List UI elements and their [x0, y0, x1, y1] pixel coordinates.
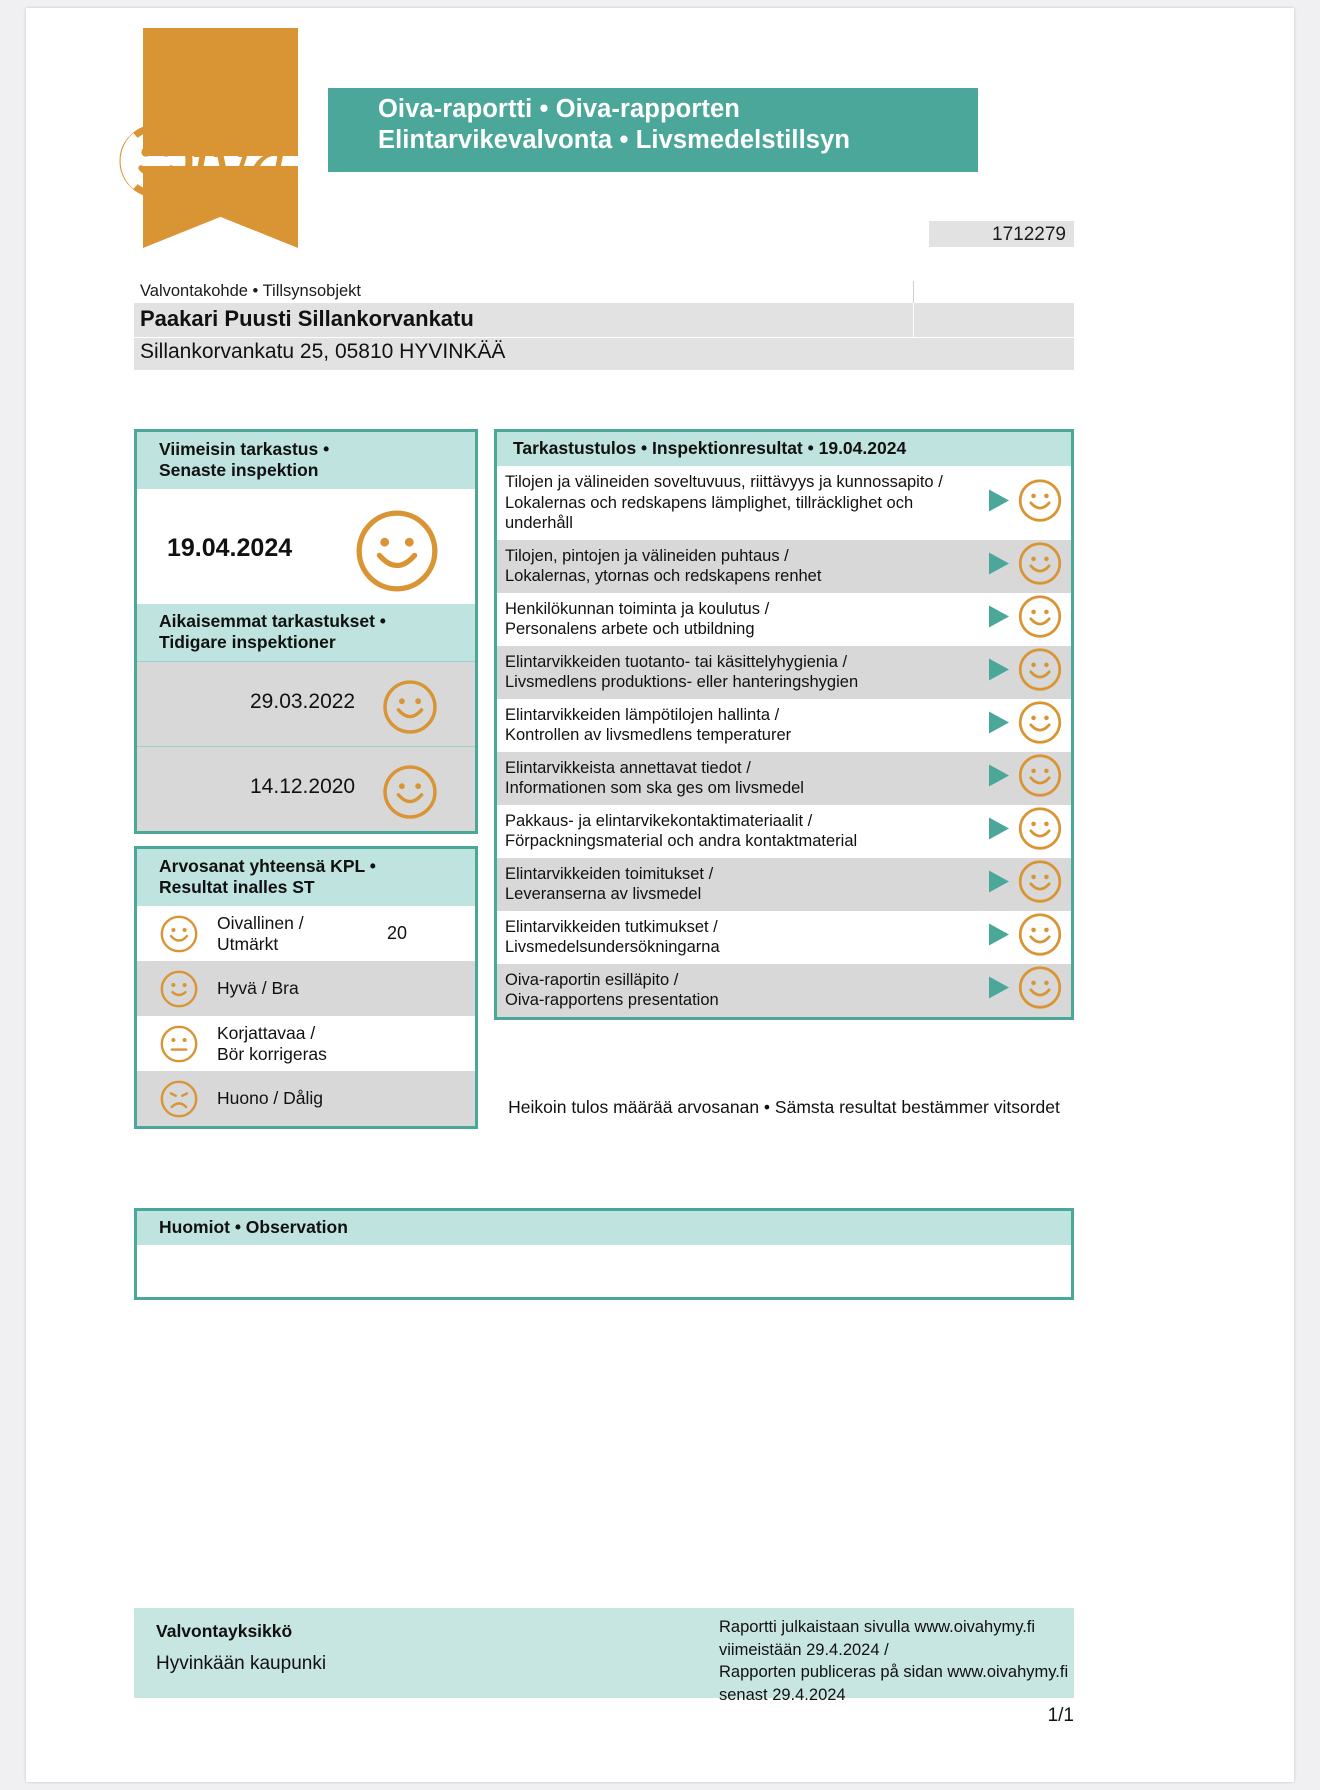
grades-band-line2: Resultat inalles ST: [159, 877, 315, 897]
grade-label-line1: Oivallinen /: [217, 913, 304, 933]
result-grade-smiley-excellent: [1017, 859, 1063, 910]
expand-arrow-icon[interactable]: [983, 867, 1013, 902]
grade-row-bad: [137, 1071, 475, 1126]
result-row: [497, 858, 1071, 911]
grade-smiley-good: [159, 969, 199, 1014]
inspections-panel: [134, 429, 478, 834]
report-title-line1: Oiva-raportti • Oiva-rapporten: [378, 95, 740, 123]
latest-inspection-row: [137, 489, 475, 604]
previous-grade-smiley-excellent: [381, 678, 439, 741]
result-text-sv: Lokalernas, ytornas och redskapens renhet: [505, 567, 822, 585]
grade-row-neutral: [137, 1016, 475, 1071]
result-text: [505, 970, 979, 1011]
results-heading: Tarkastustulos • Inspektionresultat • 19.04.2024: [497, 432, 1071, 466]
expand-arrow-icon[interactable]: [983, 973, 1013, 1008]
publication-notice: [719, 1616, 1069, 1706]
report-title-line2: Elintarvikevalvonta • Livsmedelstillsyn: [378, 126, 851, 154]
result-text-fi: Tilojen, pintojen ja välineiden puhtaus /: [505, 546, 789, 565]
result-text: [505, 811, 979, 852]
result-text-sv: Livsmedelsundersökningarna: [505, 938, 720, 956]
previous-band-line2: Tidigare inspektioner: [159, 632, 336, 652]
result-text: [505, 472, 979, 534]
object-divider: [913, 281, 914, 303]
result-text-sv: Informationen som ska ges om livsmedel: [505, 779, 804, 797]
grades-band: [137, 849, 475, 906]
result-text-sv: Lokalernas och redskapens lämplighet, tillräcklighet och underhåll: [505, 493, 914, 532]
result-text-sv: Förpackningsmaterial och andra kontaktmaterial: [505, 832, 858, 850]
result-row: [497, 540, 1071, 593]
object-name: Paakari Puusti Sillankorvankatu: [140, 306, 474, 331]
inspection-object-box: [134, 281, 1074, 363]
supervision-unit-label: Valvontayksikkö: [156, 1621, 293, 1641]
report-header: [26, 8, 1294, 278]
object-address-row: [134, 338, 1074, 370]
svg-text:iva: iva: [190, 127, 288, 204]
result-row: [497, 911, 1071, 964]
result-text-sv: Oiva-rapportens presentation: [505, 991, 719, 1009]
result-text-fi: Tilojen ja välineiden soveltuvuus, riittävyys ja kunnossapito /: [505, 473, 943, 491]
grades-legend-panel: [134, 846, 478, 1129]
grade-label-line1: Korjattavaa /: [217, 1023, 316, 1043]
grade-row-good: [137, 961, 475, 1016]
result-text: [505, 705, 979, 746]
latest-band-line1: Viimeisin tarkastus •: [159, 439, 330, 459]
previous-inspection-row: [137, 746, 475, 831]
result-grade-smiley-excellent: [1017, 700, 1063, 751]
object-name-row: [134, 303, 1074, 337]
results-rows: [497, 466, 1071, 1017]
result-text: [505, 917, 979, 958]
previous-inspection-date: 29.03.2022: [250, 690, 356, 713]
result-text-fi: Elintarvikkeiden tutkimukset /: [505, 917, 718, 936]
grade-smiley-bad: [159, 1079, 199, 1124]
publication-line3: Rapporten publiceras på sidan www.oivahymy.fi: [719, 1663, 1069, 1681]
result-grade-smiley-excellent: [1017, 594, 1063, 645]
result-grade-smiley-excellent: [1017, 477, 1063, 528]
report-number: 1712279: [929, 221, 1074, 247]
grade-row-excellent: [137, 906, 475, 961]
page-number: 1/1: [1047, 1705, 1074, 1726]
result-grade-smiley-excellent: [1017, 912, 1063, 963]
grade-label-excellent: [217, 913, 304, 955]
result-text-fi: Pakkaus- ja elintarvikekontaktimateriaalit /: [505, 811, 813, 830]
publication-line1: Raportti julkaistaan sivulla www.oivahymy.fi: [719, 1618, 1036, 1636]
grade-label-bad: Huono / Dålig: [217, 1088, 324, 1108]
previous-grade-smiley-excellent: [381, 763, 439, 826]
result-text: [505, 599, 979, 640]
expand-arrow-icon[interactable]: [983, 655, 1013, 690]
result-text-fi: Elintarvikkeista annettavat tiedot /: [505, 758, 751, 777]
latest-band-line2: Senaste inspektion: [159, 460, 319, 480]
expand-arrow-icon[interactable]: [983, 920, 1013, 955]
latest-grade-smiley-excellent: [353, 507, 441, 600]
result-row: [497, 646, 1071, 699]
result-text-fi: Elintarvikkeiden tuotanto- tai käsittelyhygienia /: [505, 652, 848, 671]
observation-heading: Huomiot • Observation: [137, 1211, 1071, 1245]
object-address: Sillankorvankatu 25, 05810 HYVINKÄÄ: [140, 340, 506, 363]
previous-inspection-row: [137, 661, 475, 746]
result-row: [497, 964, 1071, 1017]
expand-arrow-icon[interactable]: [983, 814, 1013, 849]
logo-wordmark: [106, 116, 316, 206]
result-grade-smiley-excellent: [1017, 965, 1063, 1016]
grade-label-neutral: [217, 1023, 327, 1065]
latest-inspection-date: 19.04.2024: [167, 534, 293, 562]
left-column: [134, 429, 478, 1129]
grade-label-good: Hyvä / Bra: [217, 978, 299, 998]
result-row: [497, 466, 1071, 540]
report-title: [328, 88, 978, 172]
expand-arrow-icon[interactable]: [983, 549, 1013, 584]
previous-band-line1: Aikaisemmat tarkastukset •: [159, 611, 386, 631]
results-note: Heikoin tulos määrää arvosanan • Sämsta resultat bestämmer vitsordet: [508, 1097, 1060, 1117]
expand-arrow-icon[interactable]: [983, 485, 1013, 520]
report-page: [26, 8, 1294, 1782]
report-footer: [134, 1608, 1074, 1704]
result-text-sv: Kontrollen av livsmedlens temperaturer: [505, 726, 792, 744]
result-text-sv: Leveranserna av livsmedel: [505, 885, 702, 903]
result-text: [505, 758, 979, 799]
result-grade-smiley-excellent: [1017, 541, 1063, 592]
result-text-fi: Oiva-raportin esilläpito /: [505, 970, 679, 989]
result-text-sv: Personalens arbete och utbildning: [505, 620, 755, 638]
publication-line4: senast 29.4.2024: [719, 1685, 846, 1704]
result-text: [505, 652, 979, 693]
expand-arrow-icon[interactable]: [983, 708, 1013, 743]
grade-count-excellent: 20: [387, 923, 408, 943]
publication-line2: viimeistään 29.4.2024 /: [719, 1640, 889, 1659]
result-grade-smiley-excellent: [1017, 806, 1063, 857]
result-row: [497, 699, 1071, 752]
object-label-row: [134, 281, 1074, 303]
grades-band-line1: Arvosanat yhteensä KPL •: [159, 856, 376, 876]
result-text-sv: Livsmedlens produktions- eller hanteringshygien: [505, 673, 859, 691]
object-label: Valvontakohde • Tillsynsobjekt: [140, 282, 362, 300]
object-divider-2: [913, 303, 914, 337]
grade-label-line2: Bör korrigeras: [217, 1044, 327, 1064]
result-row: [497, 752, 1071, 805]
result-grade-smiley-excellent: [1017, 753, 1063, 804]
result-text: [505, 864, 979, 905]
observation-panel: [134, 1208, 1074, 1300]
grade-smiley-excellent: [159, 914, 199, 959]
supervision-unit-name: Hyvinkään kaupunki: [156, 1653, 327, 1674]
grade-label-line2: Utmärkt: [217, 934, 279, 954]
result-text: [505, 546, 979, 587]
previous-inspections-band: [137, 604, 475, 661]
result-row: [497, 593, 1071, 646]
expand-arrow-icon[interactable]: [983, 761, 1013, 796]
result-row: [497, 805, 1071, 858]
oiva-logo: [118, 28, 298, 228]
previous-inspection-date: 14.12.2020: [250, 775, 356, 798]
result-grade-smiley-excellent: [1017, 647, 1063, 698]
result-text-fi: Elintarvikkeiden toimitukset /: [505, 864, 714, 883]
latest-inspection-band: [137, 432, 475, 489]
inspection-results-panel: [494, 429, 1074, 1020]
result-text-fi: Elintarvikkeiden lämpötilojen hallinta /: [505, 705, 780, 724]
result-text-fi: Henkilökunnan toiminta ja koulutus /: [505, 599, 770, 618]
grade-smiley-neutral: [159, 1024, 199, 1069]
expand-arrow-icon[interactable]: [983, 602, 1013, 637]
